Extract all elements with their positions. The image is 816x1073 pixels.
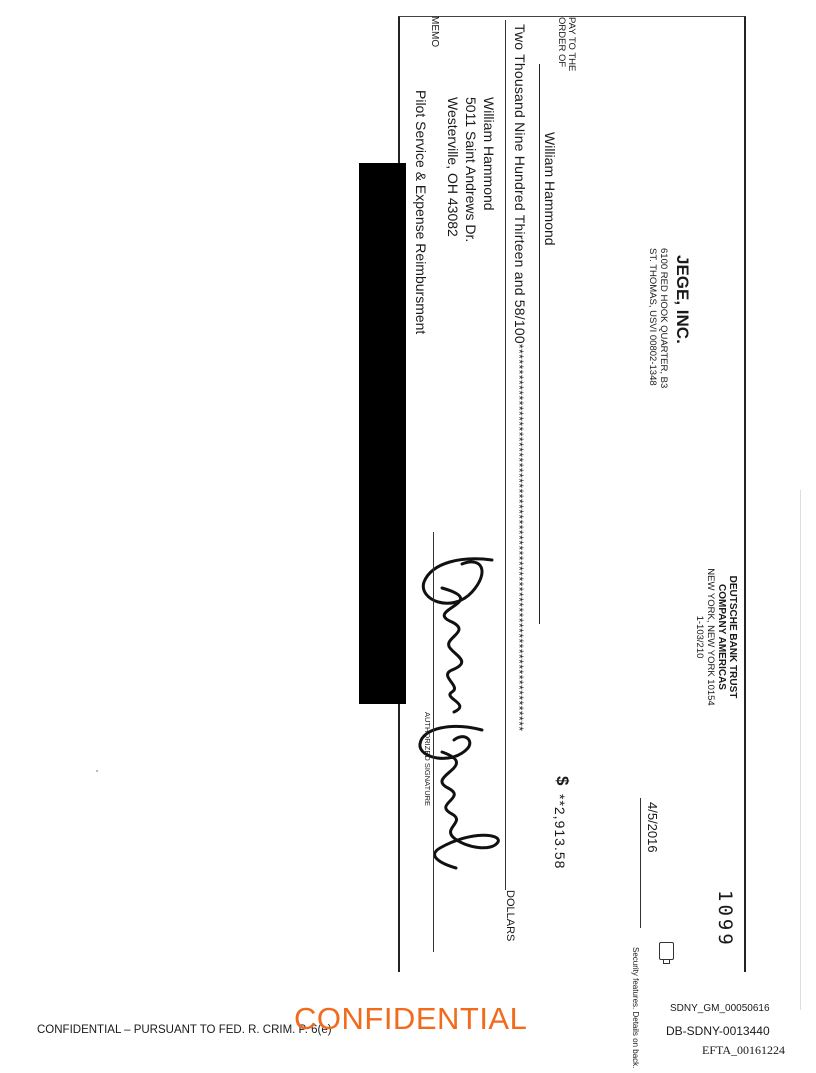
payee-address-street: 5011 Saint Andrews Dr. (463, 97, 479, 243)
amount-words-fill: *************************************************************************** (512, 343, 526, 732)
payee-line (539, 64, 540, 624)
footer-confidential-note: CONFIDENTIAL – PURSUANT TO FED. R. CRIM. P. 6(e) (37, 1024, 332, 1036)
date-line (640, 798, 641, 928)
signature-line (433, 532, 434, 952)
amount-in-words (512, 24, 528, 732)
check-amount: **2,913.58 (552, 794, 568, 870)
padlock-icon (659, 942, 674, 960)
pay-to-label (556, 17, 576, 71)
payee-name: William Hammond (542, 132, 558, 246)
check-date: 4/5/2016 (645, 802, 660, 853)
redaction-bar (359, 163, 406, 704)
check-number: 1099 (714, 890, 736, 948)
payee-address-city: Westerville, OH 43082 (445, 97, 461, 237)
authorized-signature-label: AUTHORIZED SIGNATURE (423, 712, 432, 807)
pay-to-label-line2: ORDER OF (556, 17, 567, 68)
bank-routing: 1-103/210 (694, 615, 705, 659)
memo-text: Pilot Service & Expense Reimbursment (413, 90, 429, 335)
bates-number-efta: EFTA_00161224 (702, 1043, 786, 1057)
amount-words-text: Two Thousand Nine Hundred Thirteen and 58/100 (512, 24, 528, 344)
payee-address-name: William Hammond (481, 97, 497, 211)
bank-city: NEW YORK, NEW YORK 10154 (705, 568, 716, 706)
dollar-sign: $ (553, 776, 572, 786)
scan-edge-line (800, 490, 801, 1010)
bates-number-db: DB-SDNY-0013440 (666, 1024, 770, 1038)
bates-number-gm: SDNY_GM_00050616 (670, 1003, 770, 1014)
scan-speck (96, 770, 98, 772)
confidential-stamp: CONFIDENTIAL (294, 1001, 528, 1036)
pay-to-label-line1: PAY TO THE (566, 17, 577, 72)
bank-name-line2: COMPANY AMERICAS (716, 584, 727, 690)
dollars-label: DOLLARS (504, 890, 516, 942)
company-name: JEGE, INC. (673, 255, 692, 344)
bank-name-line1: DEUTSCHE BANK TRUST (727, 575, 738, 699)
company-address-line1: 6100 RED HOOK QUARTER, B3 (658, 248, 669, 389)
company-address-line2: ST. THOMAS, USVI 00802-1348 (647, 248, 658, 386)
memo-label: MEMO (429, 16, 440, 48)
security-note: Security features. Details on back. (631, 947, 640, 1069)
